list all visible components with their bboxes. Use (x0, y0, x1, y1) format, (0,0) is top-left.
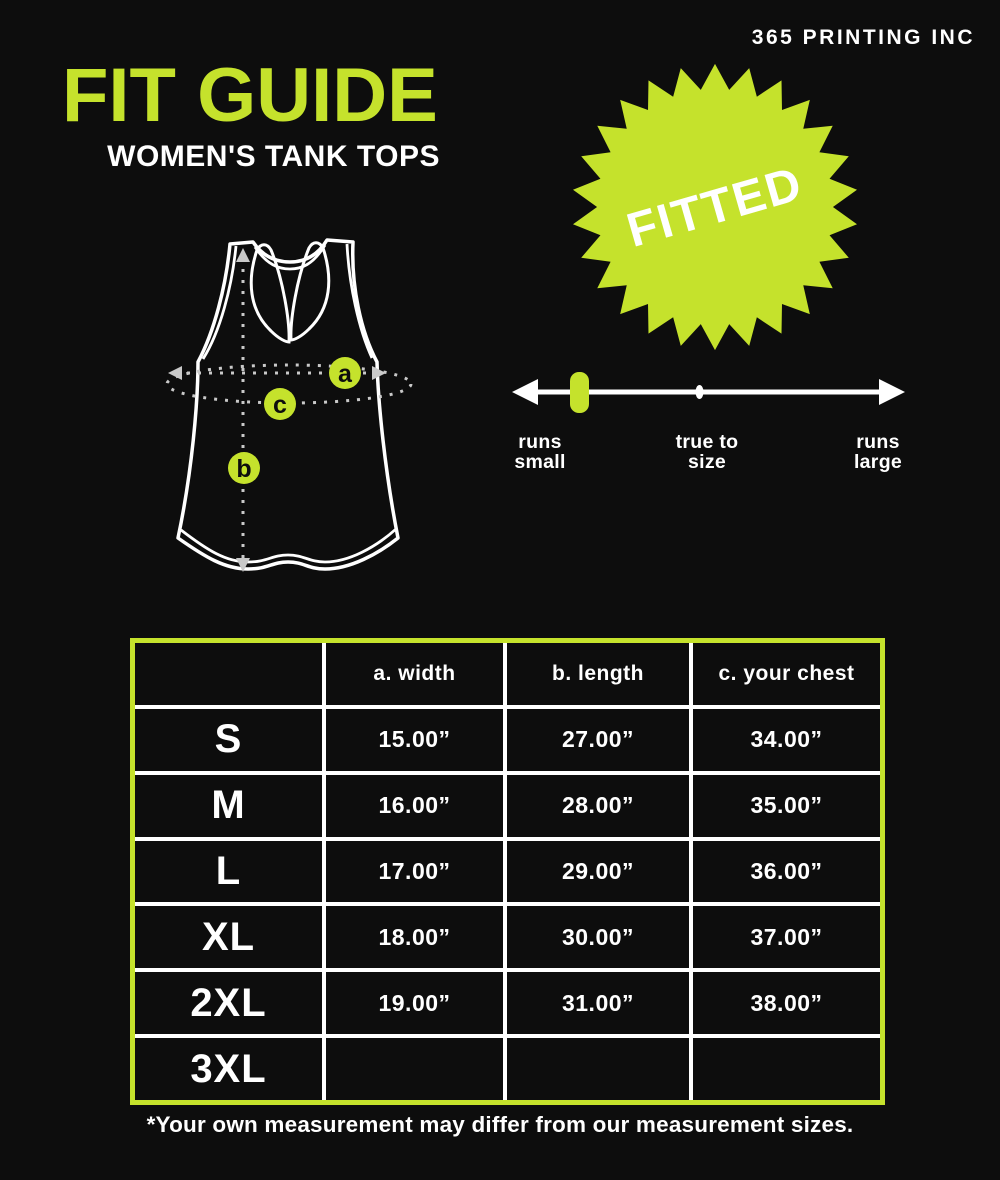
marker-a-letter: a (338, 360, 352, 388)
runs-large-line1: runs (856, 431, 900, 453)
row-xl-chest: 37.00” (693, 906, 880, 968)
row-xl-width: 18.00” (326, 906, 503, 968)
row-2xl-width: 19.00” (326, 972, 503, 1034)
row-3xl-length (507, 1038, 689, 1100)
header-length: b. length (507, 643, 689, 705)
title-block (62, 53, 440, 174)
length-arrow-top (236, 248, 250, 262)
fit-marker (570, 372, 589, 413)
true-to-size-dot (696, 385, 704, 399)
row-s-chest: 34.00” (693, 709, 880, 771)
marker-a (329, 357, 361, 389)
header-size (135, 643, 322, 705)
row-s-width: 15.00” (326, 709, 503, 771)
scale-label-runs-small (490, 432, 590, 473)
neckline-inner-line (255, 245, 325, 269)
brand-name: 365 PRINTING INC (751, 26, 975, 49)
runs-large-line2: large (853, 451, 903, 474)
marker-c-letter: c (273, 391, 287, 419)
row-xl-length: 30.00” (507, 906, 689, 968)
true-to-size-line1: true to (675, 431, 739, 453)
row-m-size: M (135, 775, 322, 837)
row-l-chest: 36.00” (693, 841, 880, 903)
header-chest: c. your chest (693, 643, 880, 705)
row-s-length: 27.00” (507, 709, 689, 771)
fit-scale (500, 360, 920, 480)
marker-b-letter: b (236, 455, 252, 483)
fitted-badge (570, 62, 860, 352)
true-to-size-line2: size (687, 451, 727, 474)
row-2xl-length: 31.00” (507, 972, 689, 1034)
tank-top-diagram (150, 232, 450, 582)
marker-b (228, 452, 260, 484)
row-l-width: 17.00” (326, 841, 503, 903)
width-arrow-left (168, 366, 182, 380)
footnote: *Your own measurement may differ from our measurement sizes. (146, 1112, 854, 1137)
row-3xl-width (326, 1038, 503, 1100)
scale-arrow-right (879, 379, 905, 405)
page-subtitle: WOMEN'S TANK TOPS (107, 140, 440, 173)
runs-small-line2: small (514, 451, 566, 474)
runs-small-line1: runs (518, 431, 562, 453)
row-3xl-size: 3XL (135, 1038, 322, 1100)
row-2xl-chest: 38.00” (693, 972, 880, 1034)
row-3xl-chest (693, 1038, 880, 1100)
scale-label-runs-large (828, 432, 928, 473)
row-l-length: 29.00” (507, 841, 689, 903)
row-2xl-size: 2XL (135, 972, 322, 1034)
hem-inner-line (181, 529, 396, 562)
fitted-badge-label: FITTED (621, 156, 809, 258)
page-title: FIT GUIDE (62, 53, 438, 138)
fit-scale-arrow (500, 360, 920, 430)
row-s-size: S (135, 709, 322, 771)
scale-label-true-to-size (657, 432, 757, 473)
size-table (130, 638, 885, 1105)
row-m-length: 28.00” (507, 775, 689, 837)
row-l-size: L (135, 841, 322, 903)
row-xl-size: XL (135, 906, 322, 968)
header-width: a. width (326, 643, 503, 705)
marker-c (264, 388, 296, 420)
row-m-width: 16.00” (326, 775, 503, 837)
row-m-chest: 35.00” (693, 775, 880, 837)
scale-arrow-left (512, 379, 538, 405)
